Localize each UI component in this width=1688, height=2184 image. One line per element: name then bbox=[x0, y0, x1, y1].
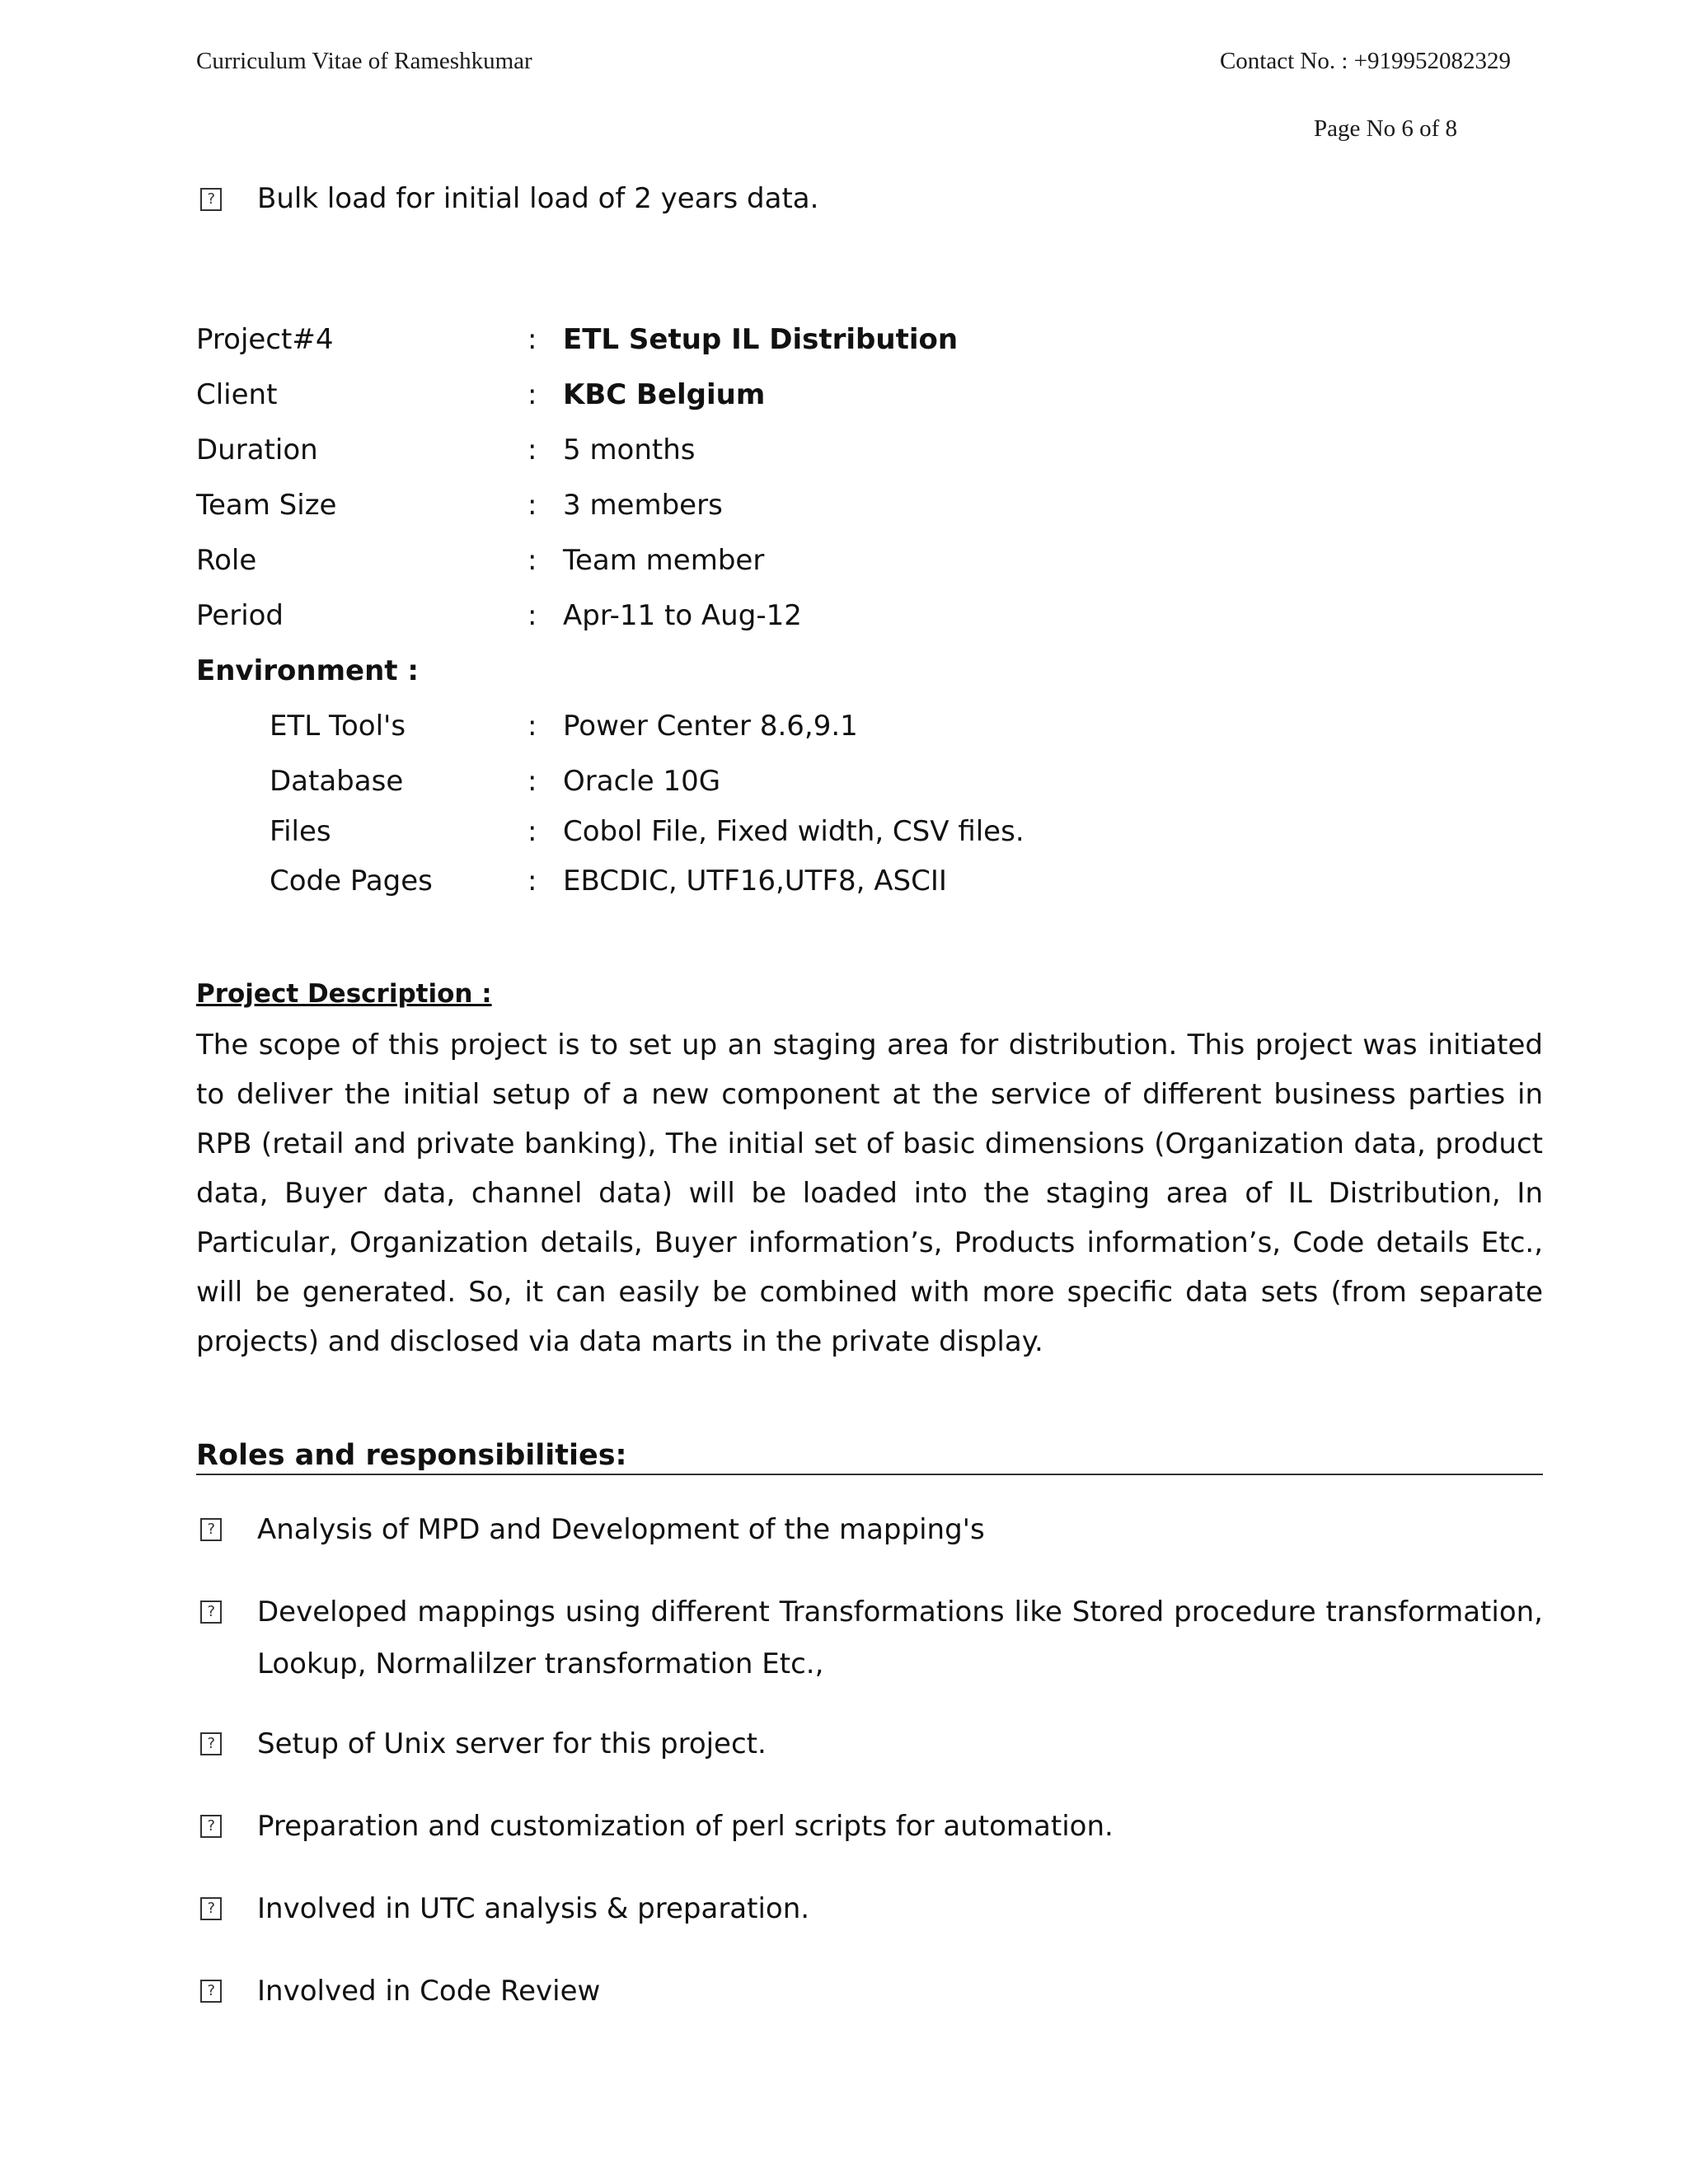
bullet-icon: ? bbox=[200, 1518, 222, 1541]
env-value-files: Cobol File, Fixed width, CSV files. bbox=[563, 815, 1025, 848]
detail-colon: : bbox=[528, 865, 537, 898]
detail-value-team-size: 3 members bbox=[563, 489, 723, 522]
detail-label-role: Role bbox=[196, 544, 257, 577]
detail-label-project: Project#4 bbox=[196, 323, 334, 356]
bullet-icon: ? bbox=[200, 1897, 222, 1920]
detail-colon: : bbox=[528, 434, 537, 466]
env-label-files: Files bbox=[270, 815, 331, 848]
detail-colon: : bbox=[528, 323, 537, 356]
bullet-icon: ? bbox=[200, 188, 222, 211]
project-description-text: The scope of this project is to set up an staging area for distribution. This project was initiated to deliver the initial setup of a new component at the service of different business parties in RPB (retail and private banking), The initial set of basic dimensions (Organization data, product data, Buyer data, channel data) will be loaded into the staging area of IL Distribution, In Particular, Organization details, Buyer information’s, Products information’s, Code details Etc., will be generated. So, it can easily be combined with more specific data sets (from separate projects) and disclosed via data marts in the private display. bbox=[196, 1029, 1543, 1358]
detail-colon: : bbox=[528, 815, 537, 848]
list-item: Involved in Code Review bbox=[257, 1975, 601, 2008]
bullet-icon: ? bbox=[200, 1980, 222, 2003]
header-contact: Contact No. : +919952082329 bbox=[1219, 48, 1511, 74]
list-item: Bulk load for initial load of 2 years data. bbox=[257, 182, 819, 215]
roles-heading: Roles and responsibilities: bbox=[196, 1439, 1543, 1475]
env-value-database: Oracle 10G bbox=[563, 765, 721, 798]
header-title: Curriculum Vitae of Rameshkumar bbox=[196, 48, 532, 74]
list-item: Setup of Unix server for this project. bbox=[257, 1727, 767, 1760]
env-label-database: Database bbox=[270, 765, 404, 798]
list-item: Developed mappings using different Transformations like Stored procedure transformation, Lookup, Normalilzer transformation Etc., bbox=[257, 1596, 1543, 1680]
detail-label-duration: Duration bbox=[196, 434, 318, 466]
bullet-icon: ? bbox=[200, 1601, 222, 1624]
detail-label-period: Period bbox=[196, 599, 284, 632]
env-label-etl-tools: ETL Tool's bbox=[270, 710, 406, 743]
detail-value-client: KBC Belgium bbox=[563, 378, 766, 411]
detail-colon: : bbox=[528, 489, 537, 522]
detail-colon: : bbox=[528, 544, 537, 577]
list-item: Preparation and customization of perl scripts for automation. bbox=[257, 1810, 1114, 1843]
detail-label-team-size: Team Size bbox=[196, 489, 337, 522]
list-item: Analysis of MPD and Development of the mapping's bbox=[257, 1513, 985, 1546]
detail-value-role: Team member bbox=[563, 544, 765, 577]
list-item: Involved in UTC analysis & preparation. bbox=[257, 1892, 810, 1925]
env-label-code-pages: Code Pages bbox=[270, 865, 433, 898]
page-number: Page No 6 of 8 bbox=[1314, 115, 1457, 142]
project-description-heading: Project Description : bbox=[196, 979, 492, 1009]
detail-colon: : bbox=[528, 710, 537, 743]
bullet-icon: ? bbox=[200, 1815, 222, 1838]
env-value-etl-tools: Power Center 8.6,9.1 bbox=[563, 710, 858, 743]
detail-label-client: Client bbox=[196, 378, 278, 411]
env-value-code-pages: EBCDIC, UTF16,UTF8, ASCII bbox=[563, 865, 947, 898]
detail-colon: : bbox=[528, 378, 537, 411]
detail-value-period: Apr-11 to Aug-12 bbox=[563, 599, 802, 632]
bullet-icon: ? bbox=[200, 1732, 222, 1755]
detail-colon: : bbox=[528, 765, 537, 798]
environment-heading: Environment : bbox=[196, 654, 419, 687]
detail-value-project: ETL Setup IL Distribution bbox=[563, 323, 959, 356]
detail-colon: : bbox=[528, 599, 537, 632]
detail-value-duration: 5 months bbox=[563, 434, 696, 466]
